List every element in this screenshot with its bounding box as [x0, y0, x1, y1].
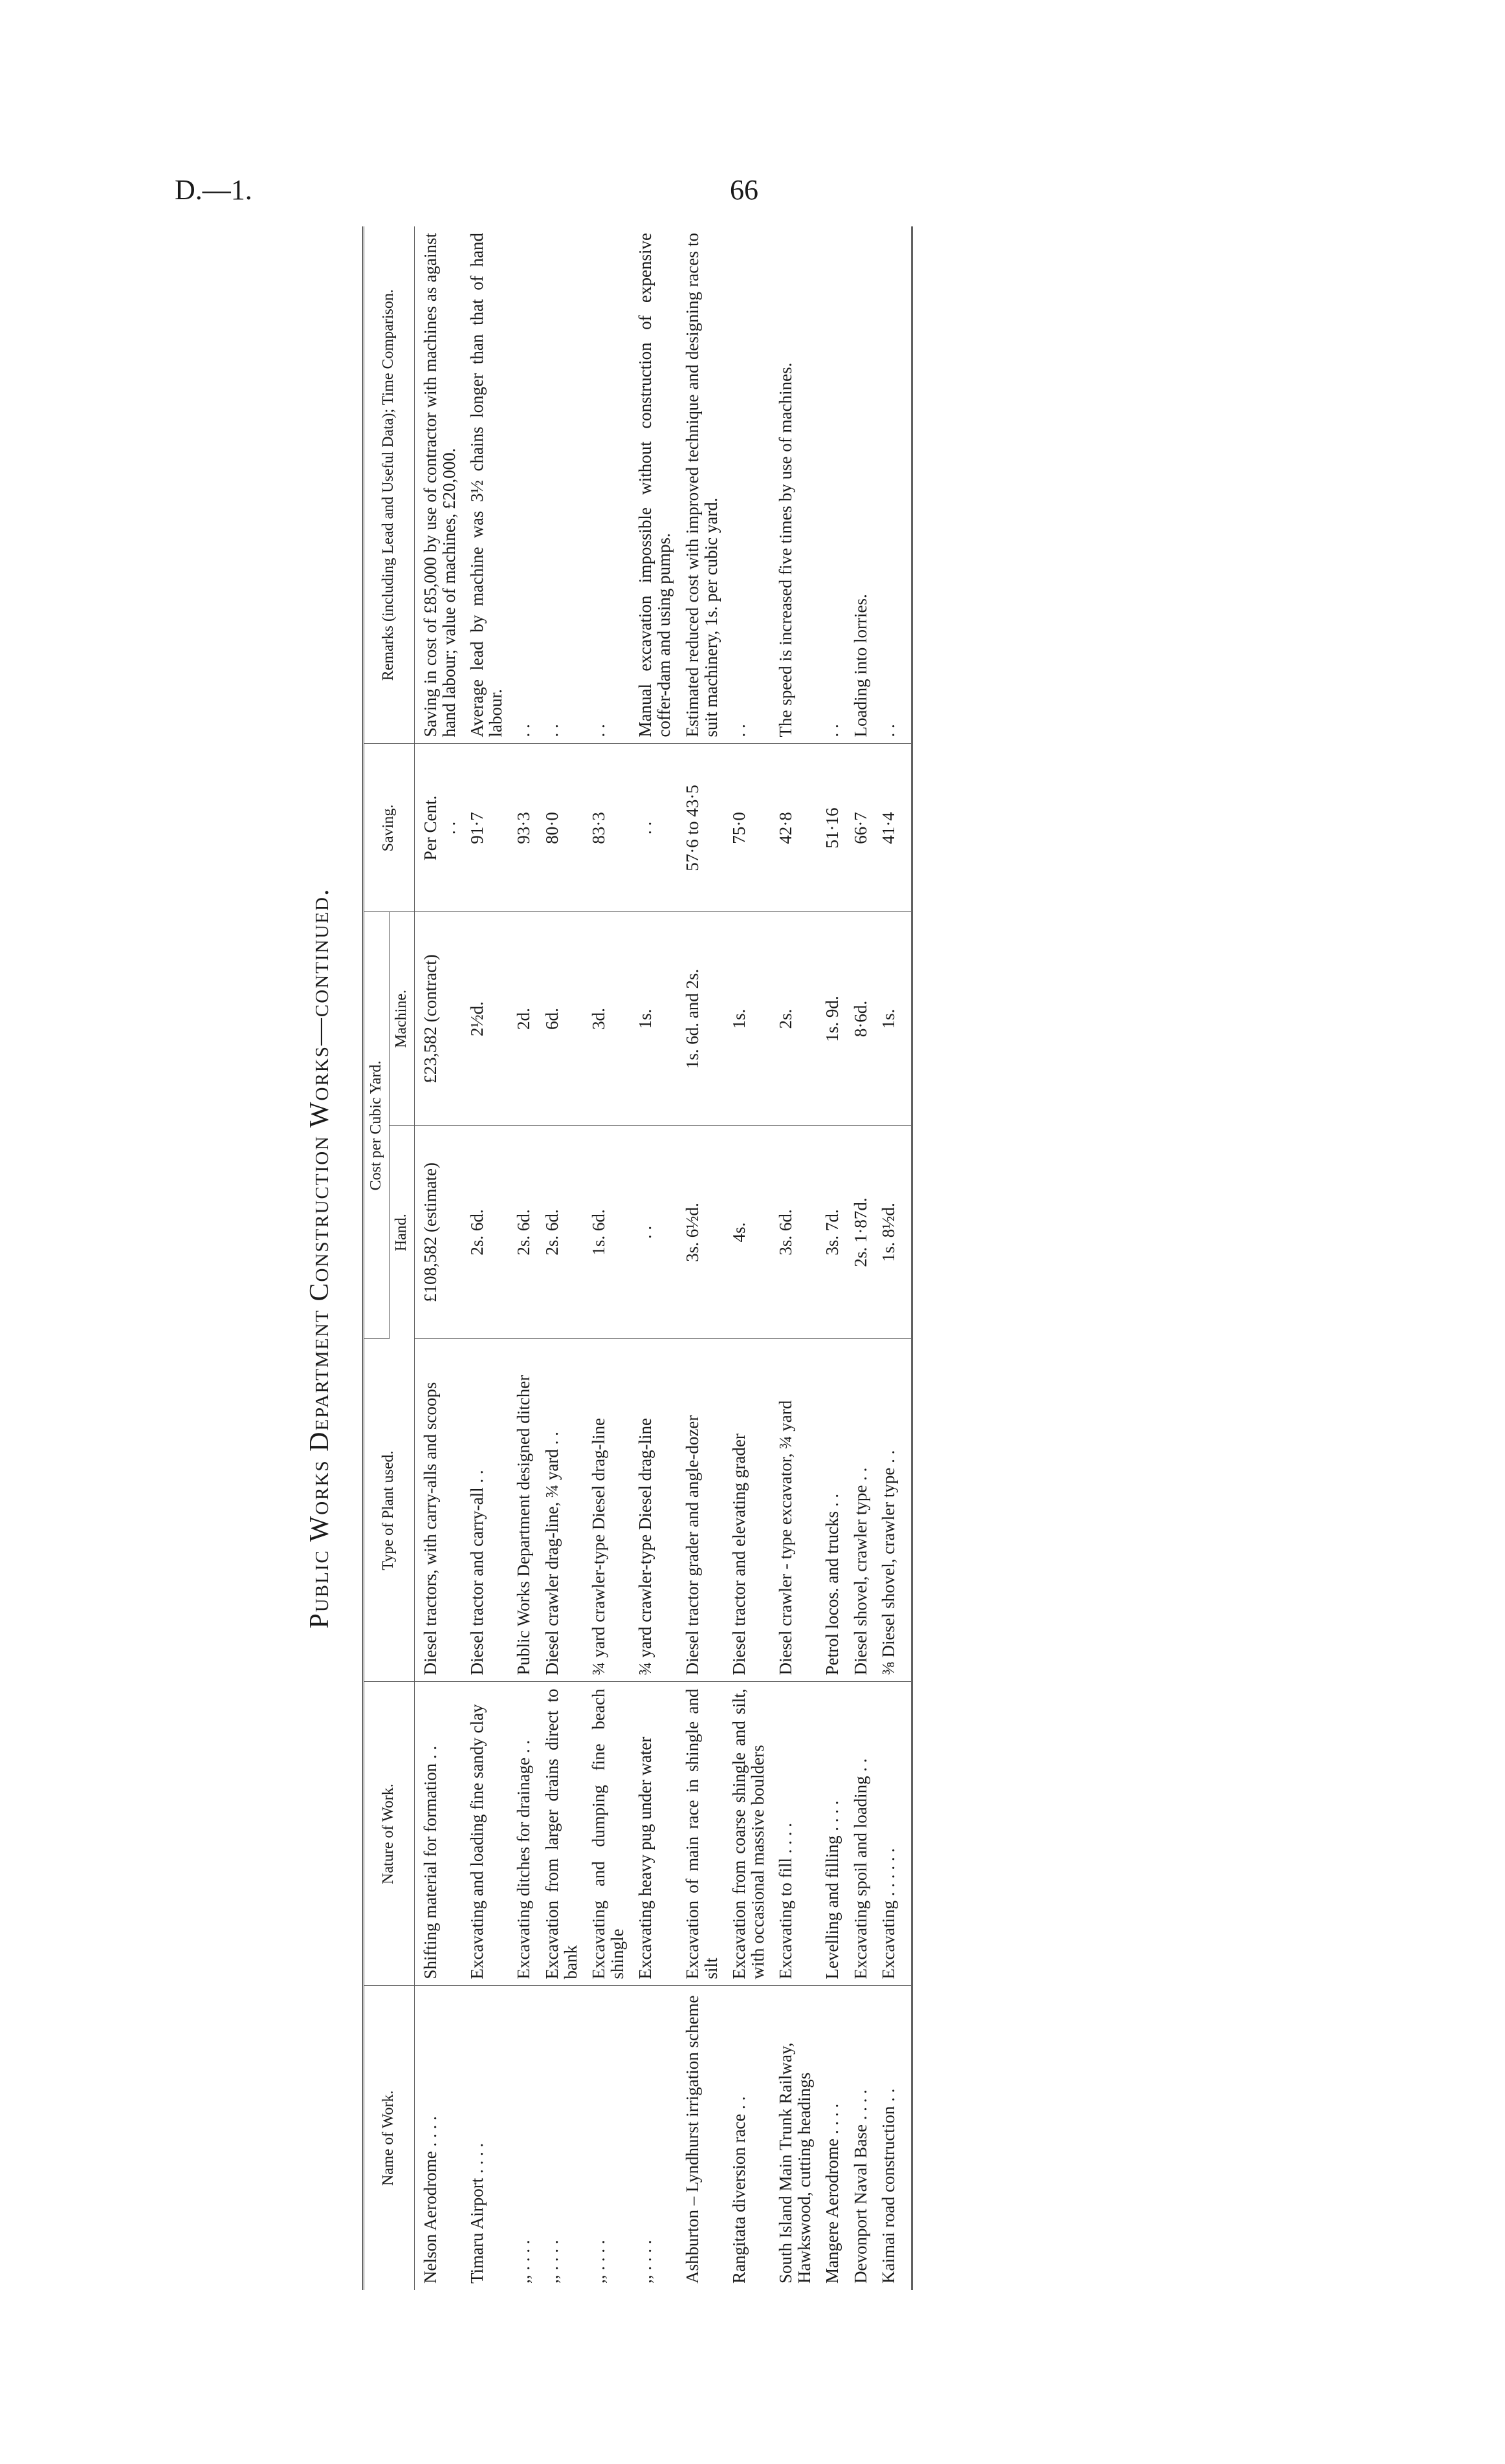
col-cost-per-cubic-yard: Cost per Cubic Yard.: [364, 912, 390, 1339]
cell-plant: Diesel crawler drag-line, ¾ yard . .: [536, 1339, 583, 1682]
cell-nature: Excavating spoil and loading . .: [845, 1682, 873, 1986]
cell-machine: 1s.: [873, 912, 912, 1126]
cell-remarks: . .: [817, 226, 844, 744]
construction-works-table: [362, 226, 913, 2290]
table-row: [630, 226, 676, 2290]
cell-remarks: . .: [583, 226, 630, 744]
cell-saving: 93·3: [508, 744, 536, 912]
cell-plant: Diesel tractor and elevating grader: [723, 1339, 770, 1682]
page-code: D.—1.: [175, 174, 252, 206]
cell-nature: Excavating and dumping fine beach shingle: [583, 1682, 630, 1986]
cell-nature: Excavating . . . . . .: [873, 1682, 912, 1986]
cell-machine: 2d.: [508, 912, 536, 1126]
cell-name: Timaru Airport . . . .: [467, 2142, 487, 2284]
cell-remarks: Saving in cost of £85,000 by use of contractor with machines as against hand labour; value of machines, £20,000.: [414, 226, 461, 744]
cell-nature: Levelling and filling . . . .: [817, 1682, 844, 1986]
cell-name: Rangitata diversion race . .: [729, 2096, 749, 2284]
cell-hand: 2s. 1·87d.: [845, 1126, 873, 1339]
col-type-of-plant: Type of Plant used.: [364, 1339, 415, 1682]
cell-machine: 1s.: [630, 912, 676, 1126]
cell-hand: 2s. 6d.: [461, 1126, 508, 1339]
cell-machine: 1s.: [723, 912, 770, 1126]
cell-name: ,, . . . .: [588, 2240, 608, 2284]
cell-saving: Per Cent. . .: [414, 744, 461, 912]
table-row: [817, 226, 844, 2290]
cell-nature: Excavation from larger drains direct to bank: [536, 1682, 583, 1986]
page-number: 66: [730, 174, 758, 206]
col-name-of-work: Name of Work.: [364, 1986, 415, 2290]
cell-name: South Island Main Trunk Railway, Hawkswood, cutting headings: [776, 2042, 815, 2284]
col-hand: Hand.: [389, 1126, 414, 1339]
cell-name: ,, . . . .: [635, 2240, 655, 2284]
cell-machine: 2½d.: [461, 912, 508, 1126]
cell-plant: Diesel tractor and carry-all . .: [461, 1339, 508, 1682]
cell-hand: 4s.: [723, 1126, 770, 1339]
cell-nature: Excavation from coarse shingle and silt, with occasional massive boulders: [723, 1682, 770, 1986]
cell-machine: 8·6d.: [845, 912, 873, 1126]
cell-name: Devonport Naval Base . . . .: [850, 2089, 870, 2284]
cell-plant: Diesel tractors, with carry-alls and scoops: [414, 1339, 461, 1682]
cell-machine: £23,582 (contract): [414, 912, 461, 1126]
cell-hand: £108,582 (estimate): [414, 1126, 461, 1339]
cell-saving: 80·0: [536, 744, 583, 912]
cell-saving: 83·3: [583, 744, 630, 912]
cell-remarks: Average lead by machine was 3½ chains longer than that of hand labour.: [461, 226, 508, 744]
cell-hand: 3s. 7d.: [817, 1126, 844, 1339]
cell-hand: 1s. 6d.: [583, 1126, 630, 1339]
cell-saving: 51·16: [817, 744, 844, 912]
cell-machine: 1s. 6d. and 2s.: [677, 912, 723, 1126]
cell-nature: Excavating ditches for drainage . .: [508, 1682, 536, 1986]
cell-plant: Public Works Department designed ditcher: [508, 1339, 536, 1682]
cell-plant: ¾ yard crawler-type Diesel drag-line: [630, 1339, 676, 1682]
cell-machine: 2s.: [770, 912, 817, 1126]
cell-remarks: Estimated reduced cost with improved technique and designing races to suit machinery, 1s. per cubic yard.: [677, 226, 723, 744]
cell-hand: 3s. 6d.: [770, 1126, 817, 1339]
cell-hand: 2s. 6d.: [508, 1126, 536, 1339]
cell-nature: Excavating and loading fine sandy clay: [461, 1682, 508, 1986]
cell-machine: 1s. 9d.: [817, 912, 844, 1126]
cell-name: Mangere Aerodrome . . . .: [822, 2103, 842, 2284]
cell-nature: Shifting material for formation . .: [414, 1682, 461, 1986]
cell-machine: 3d.: [583, 912, 630, 1126]
cell-nature: Excavating to fill . . . .: [770, 1682, 817, 1986]
cell-name: ,, . . . .: [542, 2240, 562, 2284]
cell-machine: 6d.: [536, 912, 583, 1126]
table-row: [536, 226, 583, 2290]
cell-saving: 57·6 to 43·5: [677, 744, 723, 912]
col-machine: Machine.: [389, 912, 414, 1126]
cell-remarks: . .: [536, 226, 583, 744]
table-row: [461, 226, 508, 2290]
cell-saving: 91·7: [461, 744, 508, 912]
cell-nature: Excavation of main race in shingle and silt: [677, 1682, 723, 1986]
table-row: [677, 226, 723, 2290]
table-row: [508, 226, 536, 2290]
table-row: [723, 226, 770, 2290]
page-title: Public Works Department Construction Works—continued.: [305, 888, 335, 1629]
cell-nature: Excavating heavy pug under water: [630, 1682, 676, 1986]
cell-plant: Diesel shovel, crawler type . .: [845, 1339, 873, 1682]
col-nature-of-work: Nature of Work.: [364, 1682, 415, 1986]
cell-hand: 2s. 6d.: [536, 1126, 583, 1339]
cell-name: Kaimai road construction . .: [873, 1986, 912, 2290]
col-remarks: Remarks (including Lead and Useful Data); Time Comparison.: [364, 226, 415, 744]
cell-plant: Diesel tractor grader and angle-dozer: [677, 1339, 723, 1682]
header-row: [364, 226, 390, 2290]
cell-hand: . .: [630, 1126, 676, 1339]
cell-name: ,, . . . .: [514, 2240, 534, 2284]
cell-saving: 75·0: [723, 744, 770, 912]
table-row: [770, 226, 817, 2290]
cell-saving: . .: [630, 744, 676, 912]
col-saving: Saving.: [364, 744, 415, 912]
cell-saving: 41·4: [873, 744, 912, 912]
cell-plant: ¾ yard crawler-type Diesel drag-line: [583, 1339, 630, 1682]
table-row: [845, 226, 873, 2290]
cell-remarks: . .: [873, 226, 912, 744]
cell-remarks: Manual excavation impossible without construction of expensive coffer-dam and using pumps.: [630, 226, 676, 744]
cell-plant: Petrol locos. and trucks . .: [817, 1339, 844, 1682]
cell-name: Nelson Aerodrome . . . .: [420, 2116, 440, 2284]
cell-hand: 1s. 8½d.: [873, 1126, 912, 1339]
cell-remarks: Loading into lorries.: [845, 226, 873, 744]
cell-name: Ashburton – Lyndhurst irrigation scheme: [682, 1995, 702, 2284]
cell-remarks: . .: [723, 226, 770, 744]
table-row: [414, 226, 461, 2290]
cell-saving: 66·7: [845, 744, 873, 912]
cell-plant: Diesel crawler - type excavator, ¾ yard: [770, 1339, 817, 1682]
cell-saving: 42·8: [770, 744, 817, 912]
cell-remarks: The speed is increased five times by use of machines.: [770, 226, 817, 744]
table-row: [873, 226, 912, 2290]
rotated-table-block: [304, 226, 1165, 2290]
cell-hand: 3s. 6½d.: [677, 1126, 723, 1339]
cell-remarks: . .: [508, 226, 536, 744]
table-row: [583, 226, 630, 2290]
cell-plant: ⅜ Diesel shovel, crawler type . .: [873, 1339, 912, 1682]
